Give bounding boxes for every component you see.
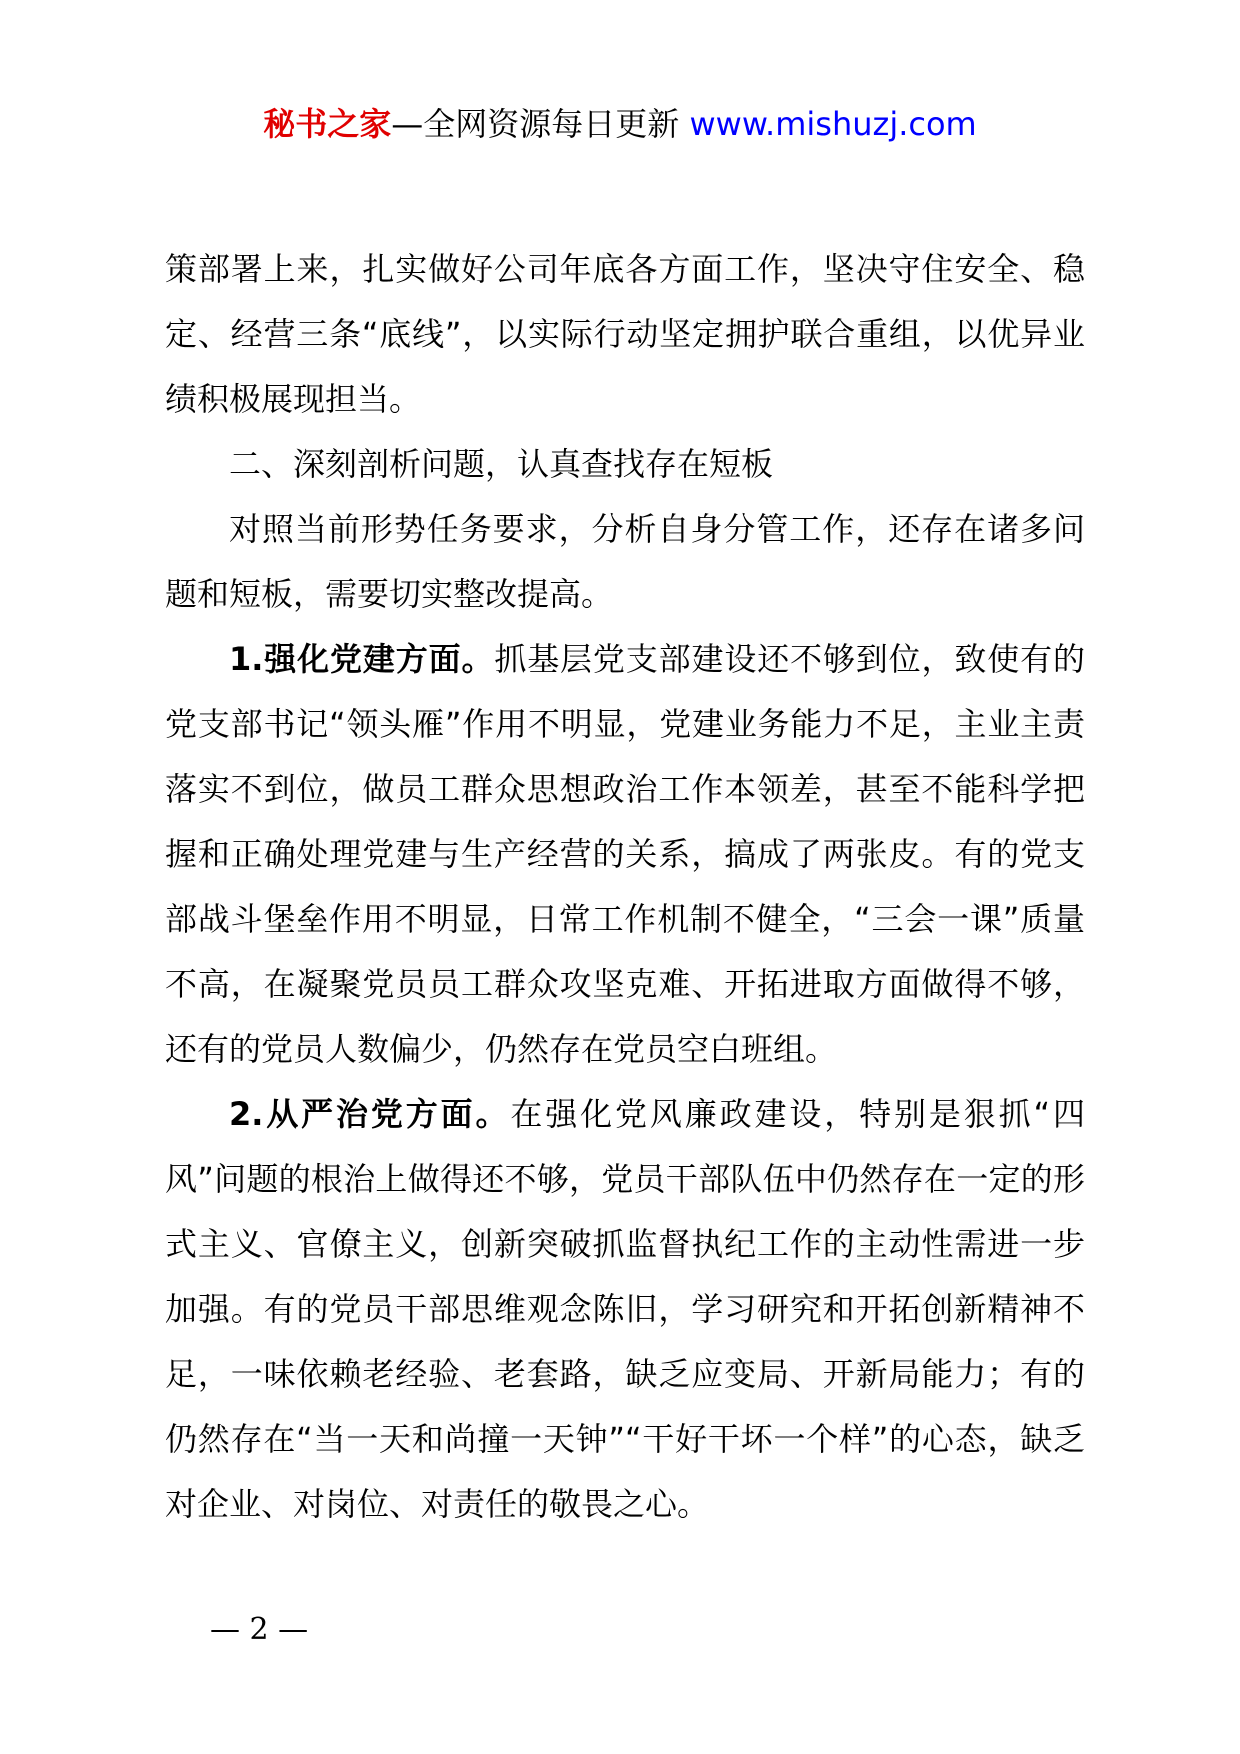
site-brand: 秘书之家 — [263, 105, 392, 143]
page-number: — 2 — — [210, 1612, 309, 1647]
item-2-text: 在强化党风廉政建设，特别是狠抓“四风”问题的根治上做得还不够，党员干部队伍中仍然存在一定的形式主义、官僚主义，创新突破抓监督执纪工作的主动性需进一步加强。有的党员干部思维观念陈旧，学习研究和开拓创新精神不足，一味依赖老经验、老套路，缺乏应变局、开新局能力；有的仍然存在“当一天和尚撞一天钟”“干好干坏一个样”的心态，缺乏对企业、对岗位、对责任的敬畏之心。 — [165, 1095, 1085, 1523]
paragraph-intro: 对照当前形势任务要求，分析自身分管工作，还存在诸多问题和短板，需要切实整改提高。 — [165, 510, 1085, 613]
site-tagline: —全网资源每日更新 — [391, 105, 690, 143]
item-1-heading: 1.强化党建方面。 — [229, 640, 495, 678]
paragraph-continuation: 策部署上来，扎实做好公司年底各方面工作，坚决守住安全、稳定、经营三条“底线”，以实际行动坚定拥护联合重组，以优异业绩积极展现担当。 — [165, 250, 1085, 418]
item-2-heading: 2.从严治党方面。 — [229, 1095, 511, 1133]
document-body — [165, 237, 1085, 1537]
paragraph-item-2 — [165, 1082, 1085, 1537]
site-url[interactable]: www.mishuzj.com — [689, 105, 977, 143]
item-1-text: 抓基层党支部建设还不够到位，致使有的党支部书记“领头雁”作用不明显，党建业务能力不足，主业主责落实不到位，做员工群众思想政治工作本领差，甚至不能科学把握和正确处理党建与生产经营的关系，搞成了两张皮。有的党支部战斗堡垒作用不明显，日常工作机制不健全，“三会一课”质量不高，在凝聚党员员工群众攻坚克难、开拓进取方面做得不够，还有的党员人数偏少，仍然存在党员空白班组。 — [165, 640, 1085, 1068]
page-header — [0, 100, 1240, 148]
paragraph-item-1 — [165, 627, 1085, 1082]
section-heading: 二、深刻剖析问题，认真查找存在短板 — [229, 445, 774, 483]
